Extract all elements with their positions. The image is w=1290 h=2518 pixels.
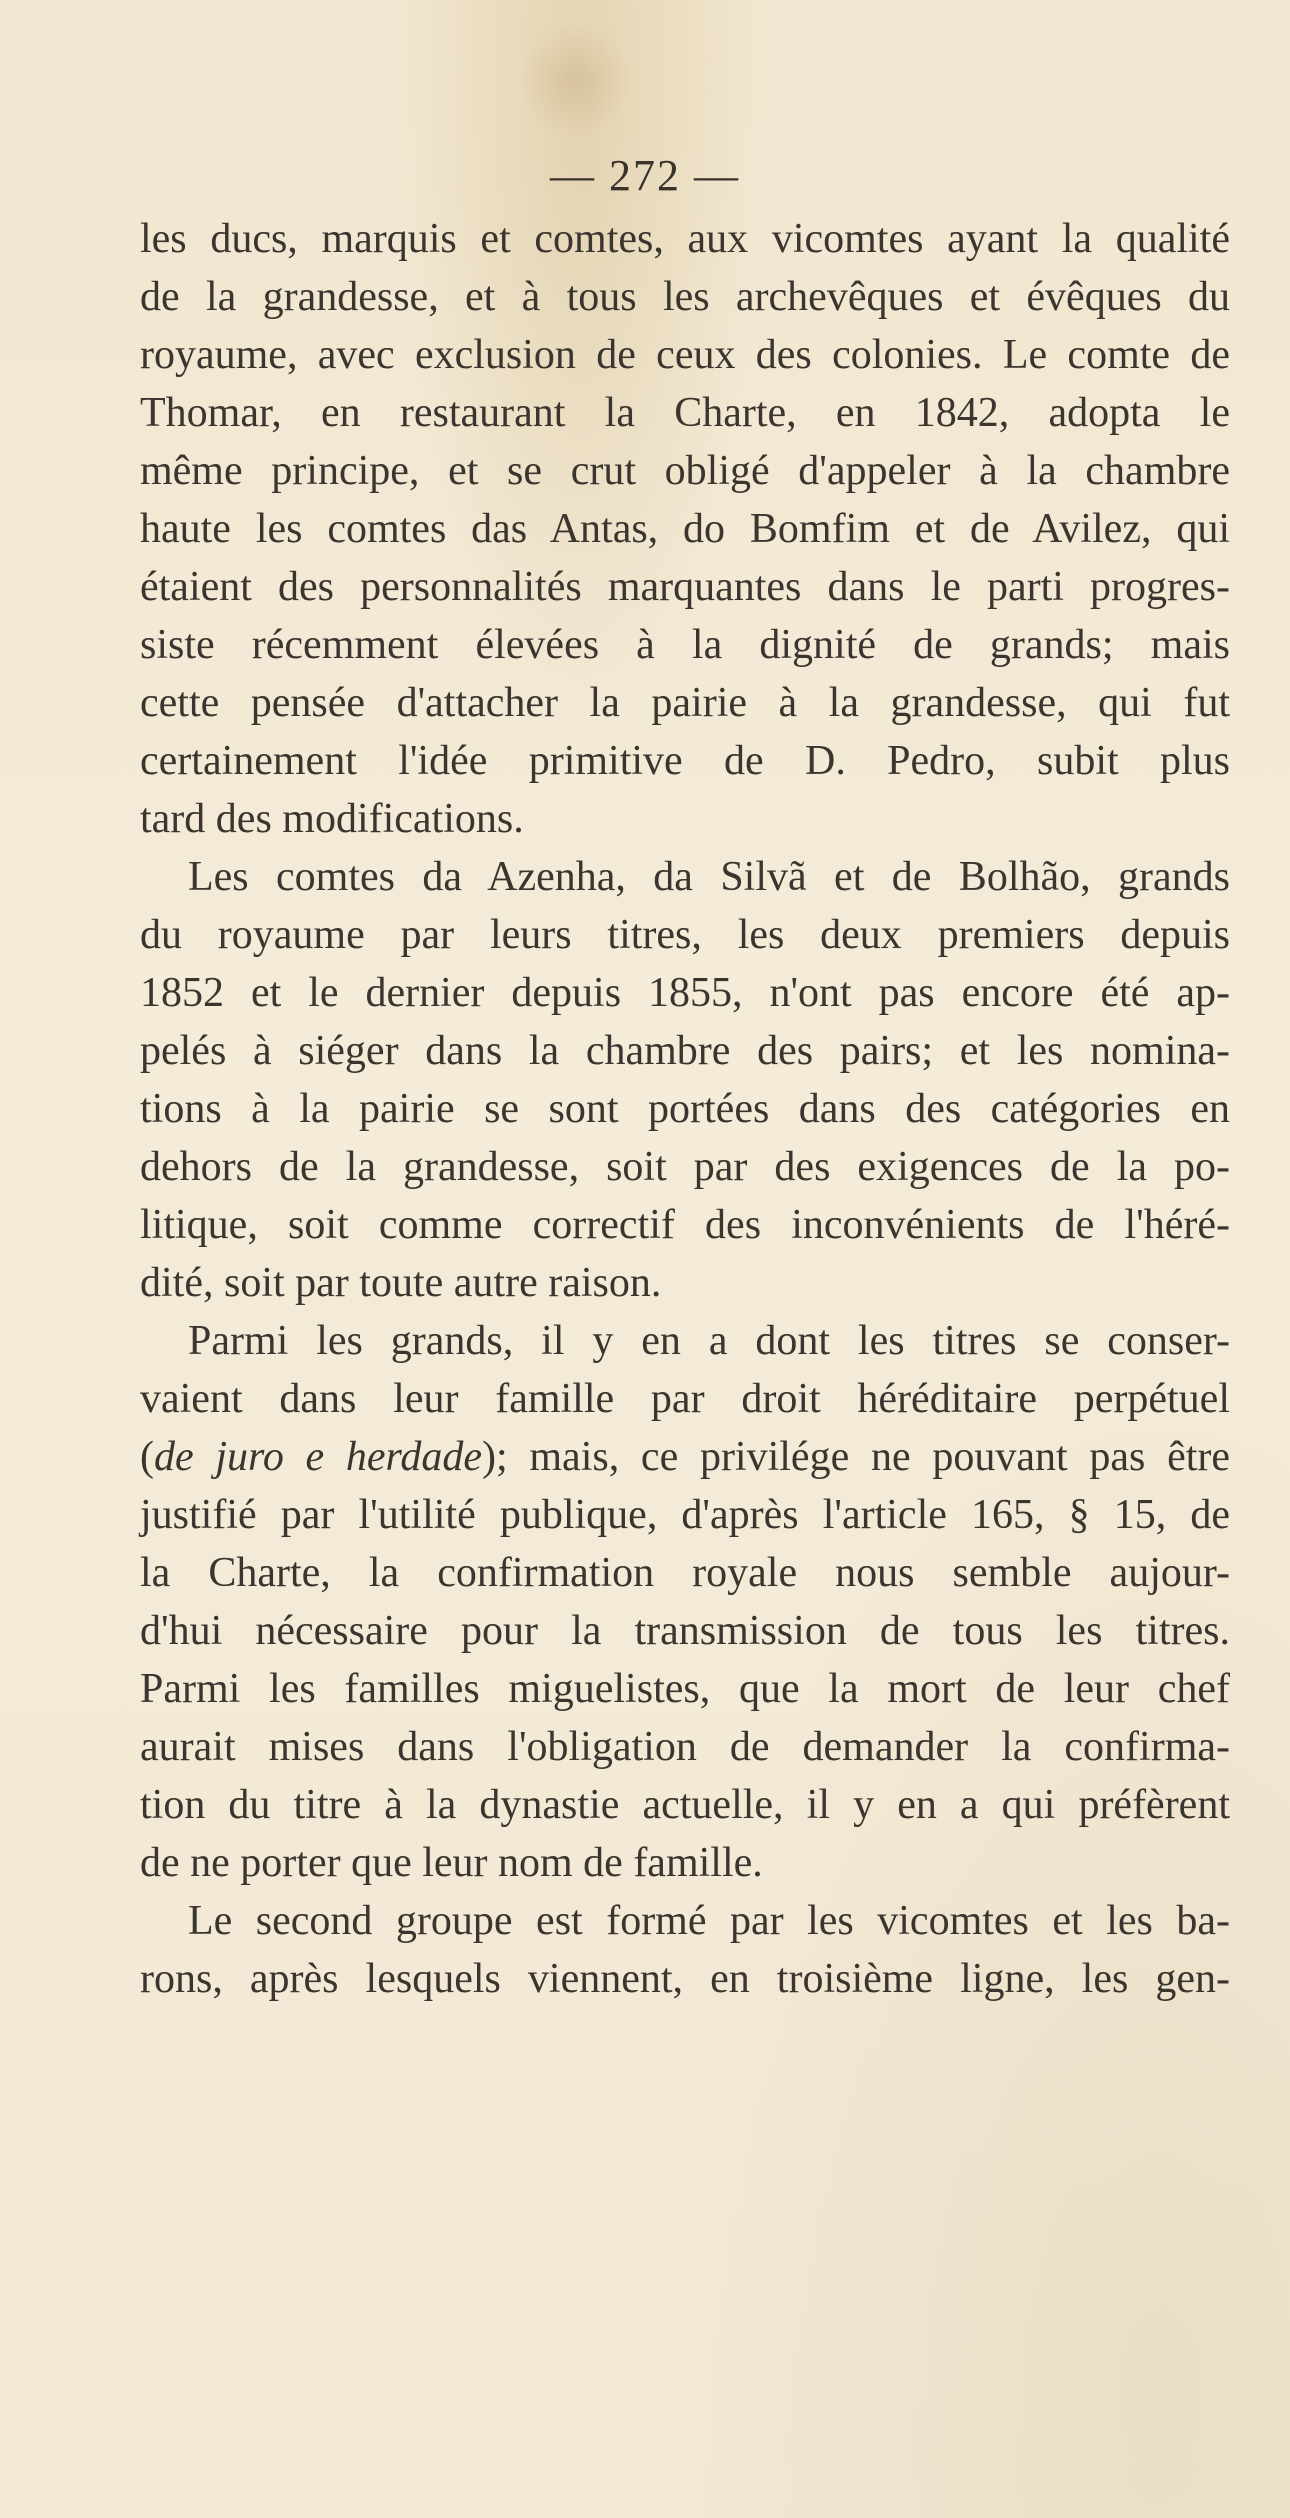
text-line: haute les comtes das Antas, do Bomfim et de Avilez, qui bbox=[140, 506, 1230, 552]
italic-open: ( bbox=[140, 1434, 154, 1480]
text-line: justifié par l'utilité publique, d'après l'article 165, § 15, de bbox=[140, 1492, 1230, 1538]
text-line: siste récemment élevées à la dignité de grands; mais bbox=[140, 622, 1230, 668]
text-line: dehors de la grandesse, soit par des exigences de la po- bbox=[140, 1144, 1230, 1190]
text-line: vaient dans leur famille par droit héréditaire perpétuel bbox=[140, 1376, 1230, 1422]
body-text bbox=[140, 210, 1230, 2008]
text-line: royaume, avec exclusion de ceux des colonies. Le comte de bbox=[140, 332, 1230, 378]
text-line: Parmi les grands, il y en a dont les titres se conser- bbox=[188, 1318, 1230, 1364]
page-number: — 272 — bbox=[550, 151, 740, 200]
paper-stain bbox=[520, 20, 630, 140]
paragraph-4 bbox=[140, 1892, 1230, 2008]
text-line: étaient des personnalités marquantes dans le parti progres- bbox=[140, 564, 1230, 610]
text-line-with-italic bbox=[140, 1428, 1230, 1486]
text-line: 1852 et le dernier depuis 1855, n'ont pas encore été ap- bbox=[140, 970, 1230, 1016]
text-line: d'hui nécessaire pour la transmission de tous les titres. bbox=[140, 1608, 1230, 1654]
text-line: pelés à siéger dans la chambre des pairs; et les nomina- bbox=[140, 1028, 1230, 1074]
text-line: tions à la pairie se sont portées dans des catégories en bbox=[140, 1086, 1230, 1132]
text-line: Parmi les familles miguelistes, que la mort de leur chef bbox=[140, 1666, 1230, 1712]
text-line: même principe, et se crut obligé d'appeler à la chambre bbox=[140, 448, 1230, 494]
paragraph-1 bbox=[140, 210, 1230, 848]
text-line: certainement l'idée primitive de D. Pedro, subit plus bbox=[140, 738, 1230, 784]
text-line: Le second groupe est formé par les vicomtes et les ba- bbox=[188, 1898, 1230, 1944]
paragraph-3 bbox=[140, 1312, 1230, 1892]
italic-phrase: de juro e herdade bbox=[154, 1434, 482, 1480]
text-line: tion du titre à la dynastie actuelle, il y en a qui préfèrent bbox=[140, 1782, 1230, 1828]
paragraph-2 bbox=[140, 848, 1230, 1312]
text-line: rons, après lesquels viennent, en troisième ligne, les gen- bbox=[140, 1956, 1230, 2002]
text-line: tard des modifications. bbox=[140, 796, 524, 842]
text-line: de ne porter que leur nom de famille. bbox=[140, 1840, 763, 1886]
text-line: Thomar, en restaurant la Charte, en 1842, adopta le bbox=[140, 390, 1230, 436]
text-line: litique, soit comme correctif des inconvénients de l'héré- bbox=[140, 1202, 1230, 1248]
text-line: cette pensée d'attacher la pairie à la grandesse, qui fut bbox=[140, 680, 1230, 726]
italic-close: ); mais, ce privilége ne pouvant pas être bbox=[482, 1434, 1231, 1480]
text-line: les ducs, marquis et comtes, aux vicomtes ayant la qualité bbox=[140, 216, 1230, 262]
text-line: la Charte, la confirmation royale nous semble aujour- bbox=[140, 1550, 1230, 1596]
text-line: de la grandesse, et à tous les archevêques et évêques du bbox=[140, 274, 1230, 320]
text-line: aurait mises dans l'obligation de demander la confirma- bbox=[140, 1724, 1230, 1770]
text-line: du royaume par leurs titres, les deux premiers depuis bbox=[140, 912, 1230, 958]
text-line: Les comtes da Azenha, da Silvã et de Bolhão, grands bbox=[188, 854, 1230, 900]
text-line: dité, soit par toute autre raison. bbox=[140, 1260, 662, 1306]
